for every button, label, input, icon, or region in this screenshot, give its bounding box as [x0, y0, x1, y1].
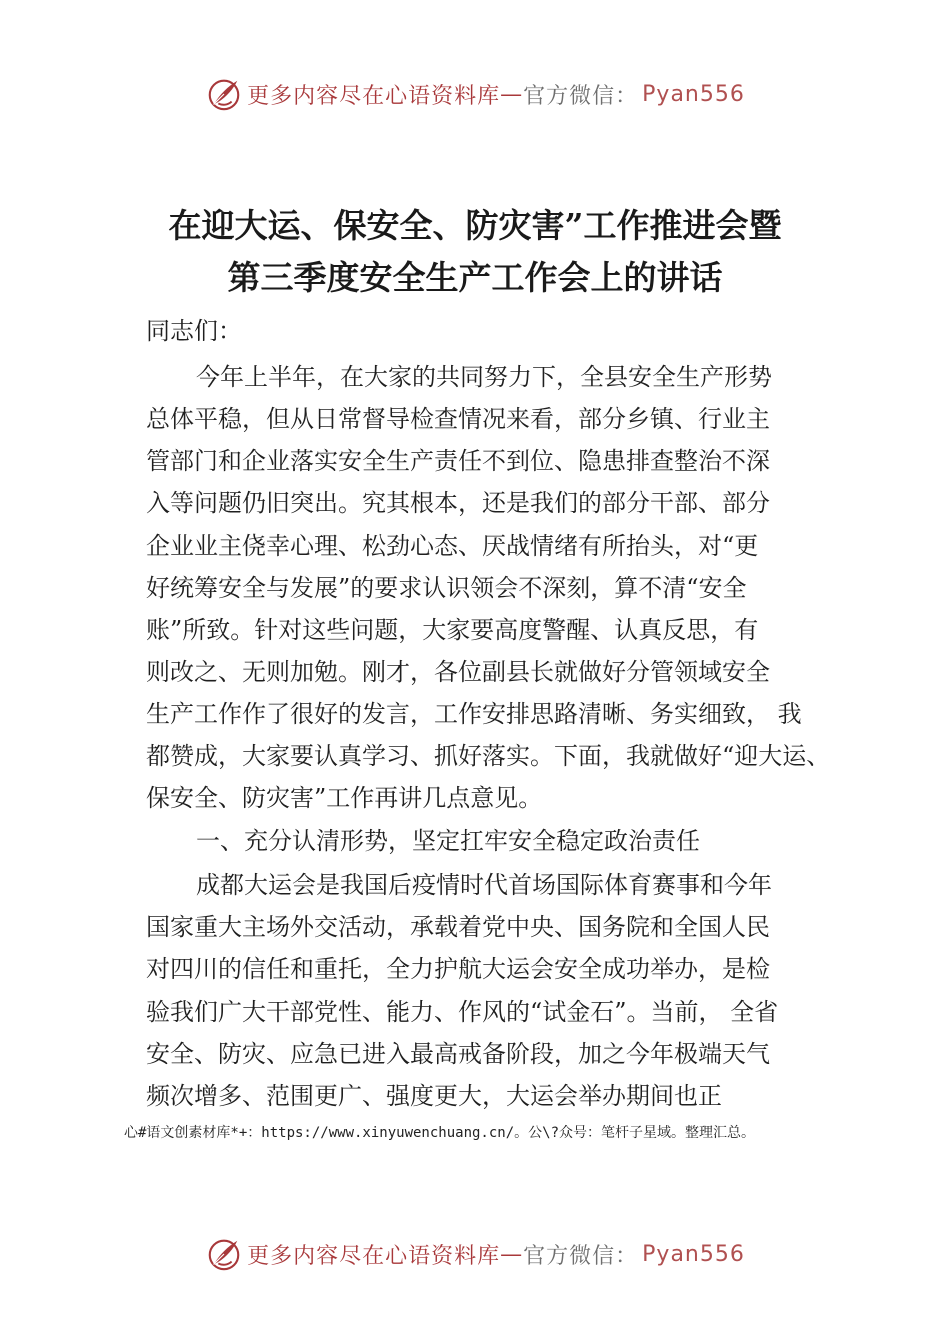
paragraph-line: 安全、防灾、应急已进入最高戒备阶段，加之今年极端天气 — [146, 1040, 770, 1068]
section-heading: 一、充分认清形势，坚定扛牢安全稳定政治责任 — [196, 827, 700, 855]
paragraph-line: 总体平稳，但从日常督导检查情况来看，部分乡镇、行业主 — [146, 405, 770, 433]
banner-slogan: 更多内容尽在心语资料库 — [247, 1243, 501, 1269]
banner-wechat-id: Pyan556 — [642, 81, 745, 107]
document-title-line-1: 在迎大运、保安全、防灾害”工作推进会暨 — [168, 206, 782, 245]
banner-wechat-label: 官方微信： — [523, 1243, 639, 1269]
banner-dash: — — [500, 81, 524, 107]
paragraph-line: 今年上半年，在大家的共同努力下，全县安全生产形势 — [196, 363, 772, 391]
paragraph-line: 账”所致。针对这些问题，大家要高度警醒、认真反思，有 — [146, 616, 759, 644]
banner-wechat-id: Pyan556 — [642, 1241, 745, 1267]
quill-pen-icon — [205, 1235, 243, 1273]
source-note: 心#语文创素材库*+：https://www.xinyuwenchuang.cn/。公\?众号：笔杆子星域。整理汇总。 — [124, 1125, 756, 1141]
document-title-line-2: 第三季度安全生产工作会上的讲话 — [227, 258, 723, 297]
paragraph-line: 都赞成，大家要认真学习、抓好落实。下面，我就做好“迎大运、 — [146, 742, 831, 770]
footer-banner — [0, 1232, 950, 1276]
salutation: 同志们： — [146, 317, 242, 345]
paragraph-line: 保安全、防灾害”工作再讲几点意见。 — [146, 784, 543, 812]
paragraph-line: 频次增多、范围更广、强度更大，大运会举办期间也正 — [146, 1082, 722, 1110]
header-banner — [0, 72, 950, 116]
banner-dash: — — [500, 1241, 524, 1267]
paragraph-line: 管部门和企业落实安全生产责任不到位、隐患排查整治不深 — [146, 447, 770, 475]
paragraph-line: 国家重大主场外交活动，承载着党中央、国务院和全国人民 — [146, 913, 770, 941]
paragraph-line: 入等问题仍旧突出。究其根本，还是我们的部分干部、部分 — [146, 489, 770, 517]
paragraph-line: 成都大运会是我国后疫情时代首场国际体育赛事和今年 — [196, 871, 772, 899]
banner-wechat-label: 官方微信： — [523, 83, 639, 109]
paragraph-line: 好统筹安全与发展”的要求认识领会不深刻，算不清“安全 — [146, 574, 747, 602]
paragraph-line: 企业业主侥幸心理、松劲心态、厌战情绪有所抬头，对“更 — [146, 532, 759, 560]
paragraph-line: 则改之、无则加勉。刚才，各位副县长就做好分管领域安全 — [146, 658, 770, 686]
paragraph-line: 对四川的信任和重托，全力护航大运会安全成功举办，是检 — [146, 955, 770, 983]
paragraph-line: 验我们广大干部党性、能力、作风的“试金石”。当前， 全省 — [146, 998, 779, 1026]
paragraph-line: 生产工作作了很好的发言，工作安排思路清晰、务实细致， 我 — [146, 700, 802, 728]
quill-pen-icon — [205, 75, 243, 113]
banner-slogan: 更多内容尽在心语资料库 — [247, 83, 501, 109]
